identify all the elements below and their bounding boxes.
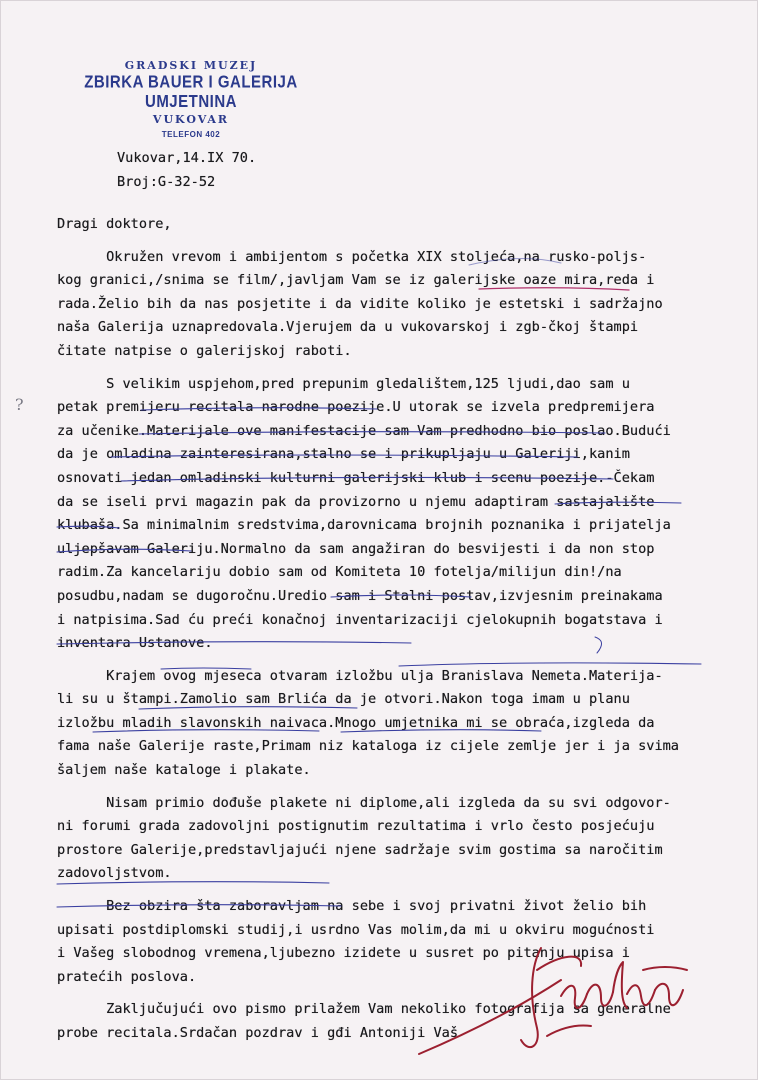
letter-line: S velikim uspjehom,pred prepunim gledalištem,125 ljudi,dao sam u — [57, 375, 630, 392]
letter-line: petak premijeru recitala narodne poezije.U utorak se izvela predpremijera — [57, 399, 655, 416]
letter-line: Zaključujući ovo pismo prilažem Vam nekoliko fotografija sa generalne — [57, 1001, 671, 1018]
letter-line: zadovoljstvom. — [57, 865, 172, 882]
letter-line: i Vašeg slobodnog vremena,ljubezno izidete u susret po pitanju upisa i — [57, 945, 630, 962]
letter-meta — [117, 146, 256, 194]
letter-line: Bez obzira šta zaboravljam na sebe i svoj privatni život želio bih — [57, 898, 647, 915]
margin-question-mark: ? — [15, 395, 24, 414]
letterhead-city: VUKOVAR — [152, 113, 230, 126]
letter-date: Vukovar,14.IX 70. — [117, 150, 257, 166]
paragraph-gap — [57, 886, 747, 895]
paragraph-gap — [57, 656, 747, 665]
letter-line: prostore Galerije,predstavljajući njene sadržaje svim gostima sa naročitim — [57, 841, 663, 858]
letter-line: Okružen vrevom i ambijentom s početka XIX stoljeća,na rusko-poljs- — [57, 248, 647, 265]
paragraph-gap — [57, 364, 747, 373]
letter-line: Nisam primio dođuše plakete ni diplome,ali izgleda da su svi odgovor- — [57, 794, 671, 811]
letter-line: da se iseli prvi magazin pak da provizorno u njemu adaptiram sastajalište — [57, 493, 655, 510]
letter-line: za učenike.Materijale ove manifestacije sam Vam predhodno bio poslao.Budući — [57, 422, 671, 439]
letter-line: i natpisima.Sad ću preći konačnoj inventarizaciji cjelokupnih bogatstava i — [57, 611, 663, 628]
letter-line: rada.Želio bih da nas posjetite i da vidite koliko je estetski i sadržajno — [57, 295, 663, 312]
letterhead-phone: TELEFON 402 — [161, 130, 221, 139]
letter-line: osnovati jedan omladinski kulturni galerijski klub i scenu poezije.-Čekam — [57, 469, 655, 486]
letter-line: kog granici,/snima se film/,javljam Vam se iz galerijske oaze mira,reda i — [57, 272, 655, 289]
letter-body — [57, 213, 747, 1046]
letter-line: ni forumi grada zadovoljni postignutim rezultatima i vrlo često posjećuju — [57, 818, 655, 835]
letter-line: da je omladina zainteresirana,stalno se i prikupljaju u Galeriji,kanim — [57, 446, 630, 463]
letter-line: posudbu,nadam se dugoročnu.Uredio sam i Stalni postav,izvjesnim preinakama — [57, 587, 663, 604]
paragraph-gap — [57, 783, 747, 792]
letter-line: naša Galerija uznapredovala.Vjerujem da u vukovarskoj i zgb-čkoj štampi — [57, 319, 639, 336]
letter-line: upisati postdiplomski studij,i usrdno Vas molim,da mi u okviru mogućnosti — [57, 921, 655, 938]
letter-line: probe recitala.Srdačan pozdrav i gđi Antoniji Vaš — [57, 1025, 459, 1041]
letterhead-collection: ZBIRKA BAUER I GALERIJA UMJETNINA — [84, 72, 298, 112]
letter-reference: Broj:G-32-52 — [117, 174, 216, 190]
letter-line: radim.Za kancelariju dobio sam od Komiteta 10 fotelja/milijun din!/na — [57, 564, 622, 581]
letter-line: izložbu mladih slavonskih naivaca.Mnogo umjetnika mi se obraća,izgleda da — [57, 714, 655, 731]
letter-line: Krajem ovog mjeseca otvaram izložbu ulja Branislava Nemeta.Materija- — [57, 667, 663, 684]
letter-line: fama naše Galerije raste,Primam niz kataloga iz cijele zemlje jer i ja svima — [57, 738, 679, 755]
salutation: Dragi doktore, — [57, 216, 172, 232]
letter-line: pratećih poslova. — [57, 968, 197, 985]
letterhead — [41, 59, 341, 139]
letter-line: inventara Ustanove. — [57, 635, 213, 652]
letter-line: šaljem naše kataloge i plakate. — [57, 762, 311, 779]
letter-line: klubaša.Sa minimalnim sredstvima,darovnicama brojnih poznanika i prijatelja — [57, 517, 671, 534]
signature — [411, 936, 731, 1066]
paragraph-gap — [57, 237, 747, 246]
letter-line: li su u štampi.Zamolio sam Brlića da je otvori.Nakon toga imam u planu — [57, 691, 630, 708]
letter-line: uljepšavam Galeriju.Normalno da sam angažiran do besvijesti i da non stop — [57, 540, 655, 557]
letter-line: čitate natpise o galerijskoj raboti. — [57, 342, 352, 359]
letterhead-museum: GRADSKI MUZEJ — [124, 59, 258, 72]
